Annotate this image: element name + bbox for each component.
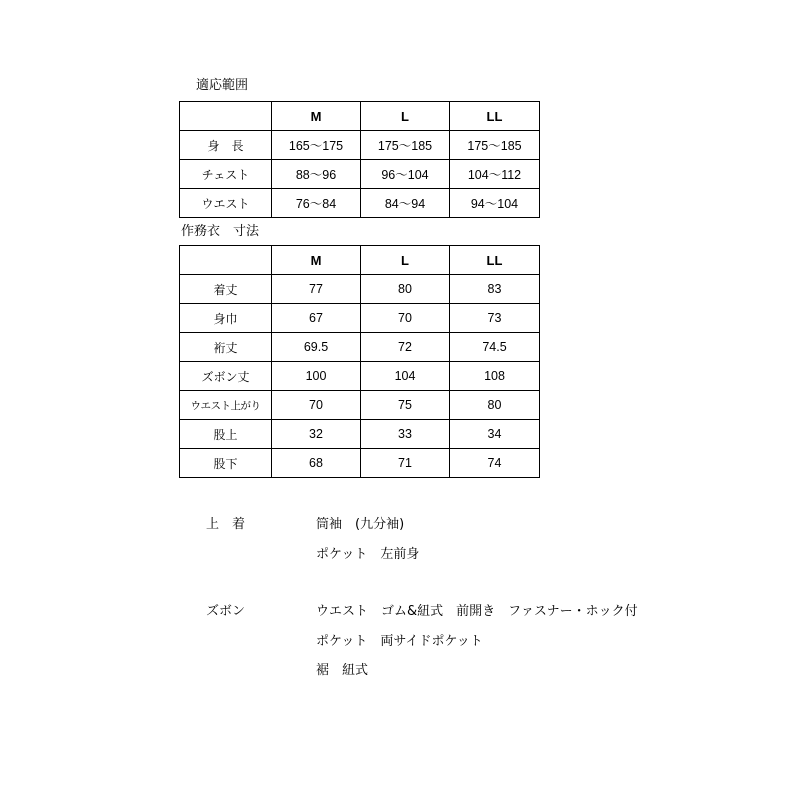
spec-pants-pocket: ポケット 両サイドポケット [316, 634, 483, 649]
size-header-ll: LL [450, 102, 540, 131]
table-cell: 88～96 [272, 160, 361, 189]
table-cell: 96～104 [361, 160, 450, 189]
fit-range-header-row [180, 102, 540, 131]
table-cell: 73 [450, 304, 540, 333]
fit-range-corner-cell [180, 102, 272, 131]
size-header-m: M [272, 246, 361, 275]
dims-row-inseam [180, 449, 540, 478]
garment-dims-corner-cell [180, 246, 272, 275]
spec-pants-label: ズボン [206, 604, 246, 619]
table-cell: 175～185 [361, 131, 450, 160]
table-cell: 165～175 [272, 131, 361, 160]
table-cell: 77 [272, 275, 361, 304]
table-cell: 71 [361, 449, 450, 478]
dims-row-sleeve [180, 333, 540, 362]
row-label: チェスト [180, 160, 272, 189]
row-label: 着丈 [180, 275, 272, 304]
dims-row-waist-rise [180, 391, 540, 420]
table-cell: 94～104 [450, 189, 540, 218]
table-cell: 108 [450, 362, 540, 391]
row-label: 裄丈 [180, 333, 272, 362]
table-cell: 84～94 [361, 189, 450, 218]
row-label: 身 長 [180, 131, 272, 160]
table-cell: 69.5 [272, 333, 361, 362]
table-cell: 100 [272, 362, 361, 391]
row-label: ウエスト [180, 189, 272, 218]
row-label: ウエスト上がり [180, 391, 272, 420]
table-cell: 70 [272, 391, 361, 420]
dims-row-width [180, 304, 540, 333]
table-cell: 104～112 [450, 160, 540, 189]
row-label: 股上 [180, 420, 272, 449]
fit-range-row-height [180, 131, 540, 160]
table-cell: 74 [450, 449, 540, 478]
size-header-l: L [361, 102, 450, 131]
fit-range-row-chest [180, 160, 540, 189]
garment-dims-table [179, 245, 540, 478]
spec-pants-hem: 裾 紐式 [316, 663, 369, 678]
size-header-ll: LL [450, 246, 540, 275]
table-cell: 76～84 [272, 189, 361, 218]
row-label: 股下 [180, 449, 272, 478]
dims-row-pants-length [180, 362, 540, 391]
fit-range-table [179, 101, 540, 218]
dims-row-length [180, 275, 540, 304]
spec-top-label: 上 着 [206, 517, 246, 532]
table-cell: 32 [272, 420, 361, 449]
table-cell: 70 [361, 304, 450, 333]
table-cell: 67 [272, 304, 361, 333]
row-label: ズボン丈 [180, 362, 272, 391]
table-cell: 83 [450, 275, 540, 304]
table-cell: 33 [361, 420, 450, 449]
table-cell: 75 [361, 391, 450, 420]
garment-dims-header-row [180, 246, 540, 275]
spec-top-sleeve: 筒袖 (九分袖) [316, 517, 405, 532]
table-cell: 80 [450, 391, 540, 420]
table-cell: 80 [361, 275, 450, 304]
table-cell: 68 [272, 449, 361, 478]
spec-pants-waist: ウエスト ゴム&紐式 前開き ファスナー・ホック付 [316, 604, 638, 619]
spec-top-pocket: ポケット 左前身 [316, 547, 420, 562]
table-cell: 175～185 [450, 131, 540, 160]
size-header-m: M [272, 102, 361, 131]
garment-dims-heading: 作務衣 寸法 [181, 224, 260, 239]
table-cell: 74.5 [450, 333, 540, 362]
table-cell: 34 [450, 420, 540, 449]
table-cell: 72 [361, 333, 450, 362]
size-header-l: L [361, 246, 450, 275]
fit-range-heading: 適応範囲 [196, 78, 249, 93]
fit-range-row-waist [180, 189, 540, 218]
table-cell: 104 [361, 362, 450, 391]
row-label: 身巾 [180, 304, 272, 333]
dims-row-rise [180, 420, 540, 449]
